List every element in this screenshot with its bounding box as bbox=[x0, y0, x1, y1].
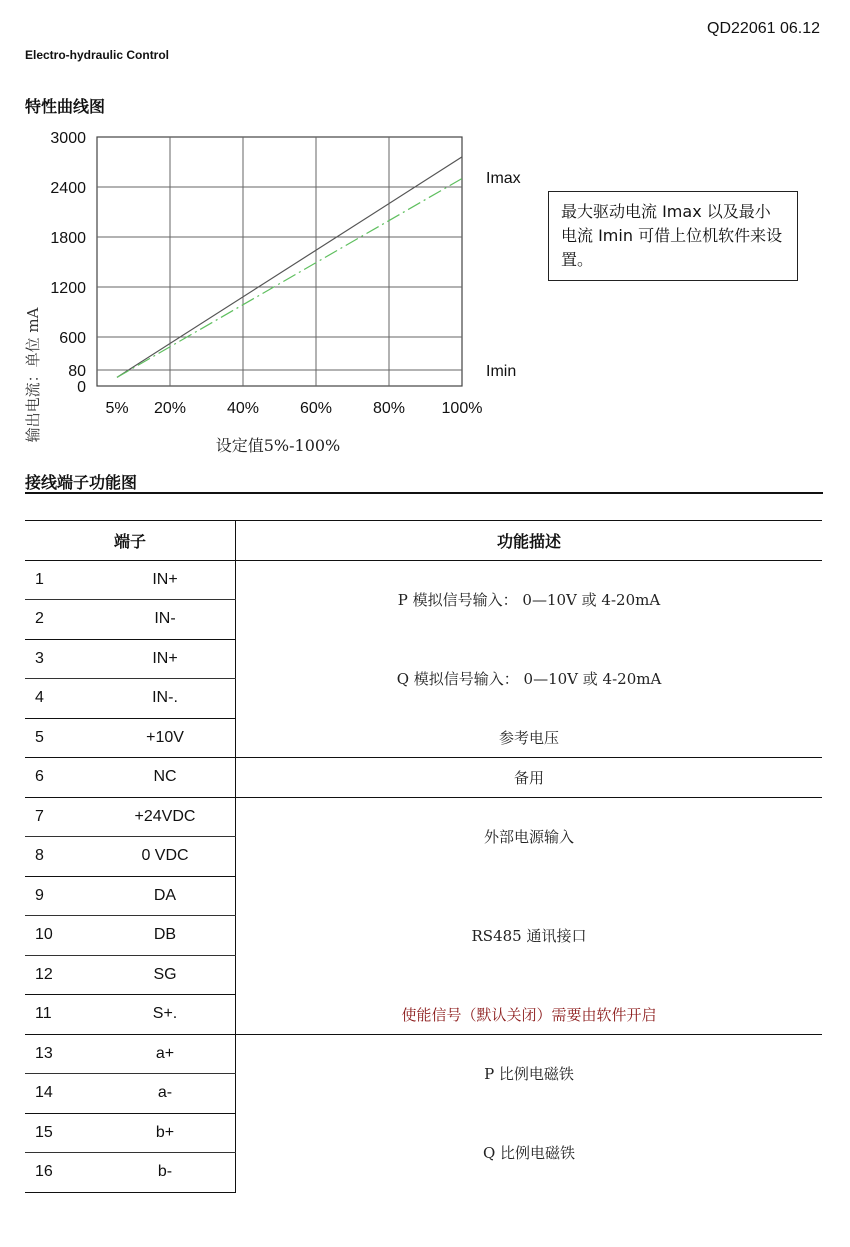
function-description: 外部电源输入 bbox=[483, 828, 574, 847]
table-row bbox=[25, 560, 822, 600]
terminal-signal: 0 VDC bbox=[95, 837, 236, 877]
terminal-number: 5 bbox=[25, 718, 95, 758]
function-description: 使能信号（默认关闭）需要由软件开启 bbox=[236, 995, 823, 1035]
chart-plot-frame bbox=[97, 137, 462, 386]
terminal-signal: IN+ bbox=[95, 639, 236, 679]
chart-x-tick-label: 60% bbox=[299, 400, 333, 417]
terminal-number: 11 bbox=[25, 995, 95, 1035]
wiring-section-title: 接线端子功能图 bbox=[25, 473, 138, 492]
table-row bbox=[25, 1113, 822, 1153]
terminal-signal: IN-. bbox=[95, 679, 236, 719]
chart-y-tick-label: 600 bbox=[59, 330, 86, 347]
function-description: 参考电压 bbox=[236, 718, 823, 758]
chart-x-tick-label: 80% bbox=[372, 400, 406, 417]
table-row bbox=[25, 995, 822, 1035]
terminal-signal: S+. bbox=[95, 995, 236, 1035]
chart-y-tick-label: 0 bbox=[77, 379, 86, 396]
terminal-number: 6 bbox=[25, 758, 95, 798]
terminal-number: 8 bbox=[25, 837, 95, 877]
terminal-number: 12 bbox=[25, 955, 95, 995]
chart-x-axis-label: 设定值5%-100% bbox=[215, 436, 341, 455]
function-description: Q 模拟信号输入： 0—10V 或 4-20mA bbox=[396, 670, 662, 688]
chart-y-tick-label: 3000 bbox=[50, 130, 86, 147]
table-row bbox=[25, 758, 822, 798]
terminal-number: 2 bbox=[25, 600, 95, 640]
imax-series-line bbox=[117, 157, 462, 377]
terminal-signal: a- bbox=[95, 1074, 236, 1114]
terminal-signal: +10V bbox=[95, 718, 236, 758]
function-description: Q 比例电磁铁 bbox=[482, 1144, 576, 1162]
chart-y-axis-label: 输出电流：单位 mA bbox=[24, 307, 42, 443]
function-column-header: 功能描述 bbox=[236, 521, 823, 561]
function-description: 备用 bbox=[236, 758, 823, 798]
function-description: RS485 通讯接口 bbox=[471, 926, 587, 945]
document-code: QD22061 06.12 bbox=[707, 20, 820, 37]
terminal-signal: DA bbox=[95, 876, 236, 916]
terminal-signal: SG bbox=[95, 955, 236, 995]
terminal-number: 4 bbox=[25, 679, 95, 719]
terminal-signal: b+ bbox=[95, 1113, 236, 1153]
chart-x-tick-label: 100% bbox=[441, 400, 483, 417]
table-header-row bbox=[25, 521, 822, 561]
terminal-column-header: 端子 bbox=[25, 521, 236, 561]
terminal-signal: b- bbox=[95, 1153, 236, 1193]
function-description: P 比例电磁铁 bbox=[484, 1065, 574, 1084]
imax-annotation: Imax bbox=[486, 170, 521, 187]
chart-y-tick-label: 1800 bbox=[50, 230, 86, 247]
curve-section-title: 特性曲线图 bbox=[25, 97, 106, 116]
terminal-number: 7 bbox=[25, 797, 95, 837]
chart-series-layer bbox=[117, 157, 462, 377]
chart-y-tick-label: 2400 bbox=[50, 180, 86, 197]
table-row bbox=[25, 1034, 822, 1074]
chart-x-tick-label: 5% bbox=[105, 400, 129, 417]
terminal-number: 15 bbox=[25, 1113, 95, 1153]
imin-annotation: Imin bbox=[486, 363, 517, 380]
chart-y-tick-label: 1200 bbox=[50, 280, 86, 297]
terminal-number: 14 bbox=[25, 1074, 95, 1114]
terminal-signal: +24VDC bbox=[95, 797, 236, 837]
section-divider bbox=[25, 492, 823, 494]
terminal-signal: NC bbox=[95, 758, 236, 798]
terminal-number: 16 bbox=[25, 1153, 95, 1193]
table-row bbox=[25, 639, 822, 679]
dashed-series-line bbox=[117, 179, 462, 378]
terminal-number: 3 bbox=[25, 639, 95, 679]
chart-y-tick-label: 80 bbox=[68, 363, 86, 380]
terminal-number: 10 bbox=[25, 916, 95, 956]
terminal-function-table bbox=[25, 520, 822, 1193]
terminal-signal: IN+ bbox=[95, 560, 236, 600]
characteristic-chart bbox=[0, 120, 540, 460]
brand-label: Electro-hydraulic Control bbox=[25, 48, 170, 62]
function-description: P 模拟信号输入： 0—10V 或 4-20mA bbox=[397, 591, 661, 610]
terminal-signal: IN- bbox=[95, 600, 236, 640]
table-row bbox=[25, 718, 822, 758]
chart-tick-layer bbox=[50, 130, 482, 417]
terminal-number: 1 bbox=[25, 560, 95, 600]
chart-x-tick-label: 20% bbox=[153, 400, 187, 417]
table-row bbox=[25, 797, 822, 837]
terminal-signal: DB bbox=[95, 916, 236, 956]
terminal-number: 9 bbox=[25, 876, 95, 916]
current-setting-note: 最大驱动电流 Imax 以及最小电流 Imin 可借上位机软件来设置。 bbox=[548, 191, 798, 281]
chart-grid bbox=[97, 137, 462, 386]
table-row bbox=[25, 876, 822, 916]
terminal-number: 13 bbox=[25, 1034, 95, 1074]
chart-x-tick-label: 40% bbox=[226, 400, 260, 417]
terminal-signal: a+ bbox=[95, 1034, 236, 1074]
